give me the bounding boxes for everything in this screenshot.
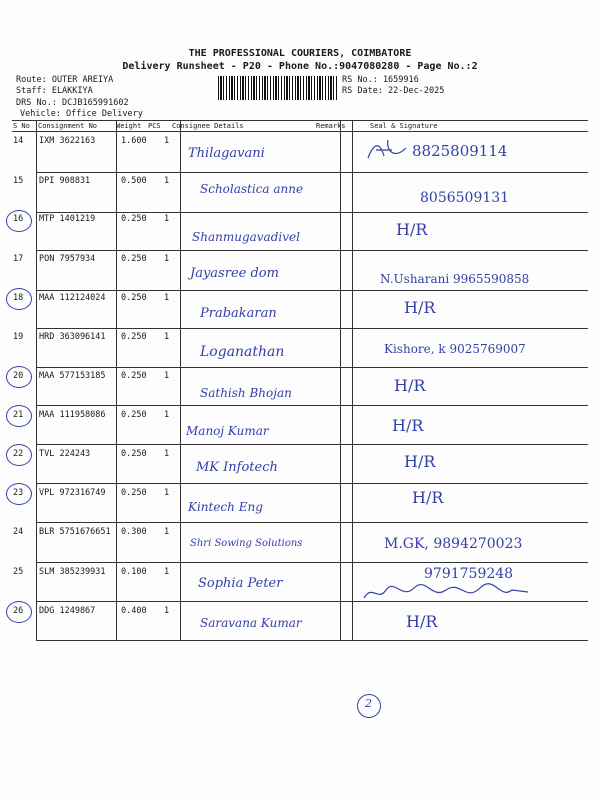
- vehicle-label: Vehicle: Office Delivery: [20, 109, 143, 119]
- row-consignee-handwritten: Shri Sowing Solutions: [190, 538, 303, 549]
- col-weight: Weight: [116, 122, 142, 130]
- row-weight: 0.250: [121, 293, 147, 303]
- row-signature-handwritten: 8056509131: [420, 190, 510, 206]
- drs-number: DRS No.: DCJB165991602: [16, 98, 129, 108]
- row-signature-handwritten: N.Usharani 9965590858: [380, 272, 530, 286]
- row-consignee-handwritten: Sathish Bhojan: [200, 386, 292, 400]
- row-consignee-handwritten: Prabakaran: [200, 306, 277, 321]
- row-pcs: 1: [164, 254, 170, 264]
- row-pcs: 1: [164, 176, 170, 186]
- row-signature-handwritten: H/R: [412, 488, 444, 507]
- row-consignment-no: MAA 111958086: [39, 410, 106, 420]
- row-pcs: 1: [164, 214, 170, 224]
- row-pcs: 1: [164, 332, 170, 342]
- row-consignment-no: SLM 385239931: [39, 567, 106, 577]
- row-consignment-no: DDG 1249867: [39, 606, 96, 616]
- row-sno: 25: [13, 567, 24, 577]
- row-weight: 0.100: [121, 567, 147, 577]
- row-sno: 20: [13, 371, 24, 381]
- row-signature-handwritten: H/R: [404, 298, 436, 317]
- row-weight: 0.250: [121, 371, 147, 381]
- row-sno: 17: [13, 254, 24, 264]
- row-sno: 15: [13, 176, 24, 186]
- row-consignment-no: DPI 908831: [39, 176, 91, 186]
- row-signature-handwritten: H/R: [406, 612, 438, 631]
- staff-label: Staff: ELAKKIYA: [16, 86, 93, 96]
- row-sno: 26: [13, 606, 24, 616]
- company-title: THE PROFESSIONAL COURIERS, COIMBATORE: [188, 48, 412, 59]
- row-consignment-no: BLR 5751676651: [39, 527, 111, 537]
- row-pcs: 1: [164, 527, 170, 537]
- tamil-signature-scribble: [362, 582, 532, 604]
- row-signature-handwritten: 9791759248: [424, 566, 514, 582]
- runsheet-subtitle: Delivery Runsheet - P20 - Phone No.:9047080280 - Page No.:2: [122, 61, 478, 72]
- row-pcs: 1: [164, 136, 170, 146]
- col-remarks: Remarks: [316, 122, 346, 130]
- rs-date: RS Date: 22-Dec-2025: [342, 86, 445, 96]
- row-sno: 21: [13, 410, 24, 420]
- row-weight: 0.250: [121, 254, 147, 264]
- row-pcs: 1: [164, 449, 170, 459]
- row-consignee-handwritten: Jayasree dom: [190, 266, 279, 281]
- route-label: Route: OUTER AREIYA: [16, 75, 114, 85]
- row-weight: 0.250: [121, 214, 147, 224]
- row-signature-handwritten: H/R: [394, 376, 426, 395]
- row-consignment-no: VPL 972316749: [39, 488, 106, 498]
- row-consignee-handwritten: Saravana Kumar: [200, 616, 302, 630]
- col-consignment: Consignment No: [38, 122, 98, 130]
- col-pcs: PCS: [148, 122, 161, 130]
- row-pcs: 1: [164, 293, 170, 303]
- row-signature-handwritten: M.GK, 9894270023: [384, 536, 523, 552]
- row-consignment-no: MAA 577153185: [39, 371, 106, 381]
- row-sno: 22: [13, 449, 24, 459]
- row-consignee-handwritten: MK Infotech: [196, 460, 278, 475]
- barcode-image: [218, 76, 338, 100]
- row-consignee-handwritten: Thilagavani: [188, 146, 265, 161]
- row-weight: 0.250: [121, 332, 147, 342]
- signature-scribble: [366, 138, 410, 164]
- row-consignment-no: MTP 1401219: [39, 214, 96, 224]
- row-sno: 14: [13, 136, 24, 146]
- row-pcs: 1: [164, 606, 170, 616]
- row-sno: 18: [13, 293, 24, 303]
- row-sno: 24: [13, 527, 24, 537]
- row-weight: 0.300: [121, 527, 147, 537]
- row-consignment-no: HRD 363096141: [39, 332, 106, 342]
- row-weight: 1.600: [121, 136, 147, 146]
- row-consignee-handwritten: Loganathan: [200, 344, 285, 360]
- row-weight: 0.250: [121, 488, 147, 498]
- row-consignment-no: MAA 112124024: [39, 293, 106, 303]
- row-consignee-handwritten: Kintech Eng: [188, 500, 263, 514]
- row-pcs: 1: [164, 410, 170, 420]
- rs-number: RS No.: 1659916: [342, 75, 419, 85]
- row-weight: 0.250: [121, 449, 147, 459]
- row-pcs: 1: [164, 371, 170, 381]
- row-signature-handwritten: Kishore, k 9025769007: [384, 342, 526, 356]
- row-signature-handwritten: H/R: [396, 220, 428, 239]
- row-consignment-no: TVL 224243: [39, 449, 91, 459]
- row-consignee-handwritten: Sophia Peter: [198, 576, 283, 591]
- row-sno: 23: [13, 488, 24, 498]
- row-consignee-handwritten: Scholastica anne: [200, 182, 304, 196]
- row-consignee-handwritten: Manoj Kumar: [186, 424, 269, 438]
- row-consignee-handwritten: Shanmugavadivel: [192, 230, 300, 244]
- col-sno: S No: [13, 122, 30, 130]
- row-weight: 0.500: [121, 176, 147, 186]
- row-signature-handwritten: H/R: [404, 452, 436, 471]
- row-weight: 0.400: [121, 606, 147, 616]
- row-weight: 0.250: [121, 410, 147, 420]
- col-seal-signature: Seal & Signature: [370, 122, 438, 130]
- row-signature-handwritten: 8825809114: [412, 142, 508, 160]
- row-pcs: 1: [164, 567, 170, 577]
- row-consignment-no: IXM 3622163: [39, 136, 96, 146]
- row-sno: 19: [13, 332, 24, 342]
- row-pcs: 1: [164, 488, 170, 498]
- col-consignee: Consignee Details: [172, 122, 244, 130]
- page-mark-text: 2: [365, 697, 372, 710]
- row-signature-handwritten: H/R: [392, 416, 424, 435]
- row-consignment-no: PON 7957934: [39, 254, 96, 264]
- row-sno: 16: [13, 214, 24, 224]
